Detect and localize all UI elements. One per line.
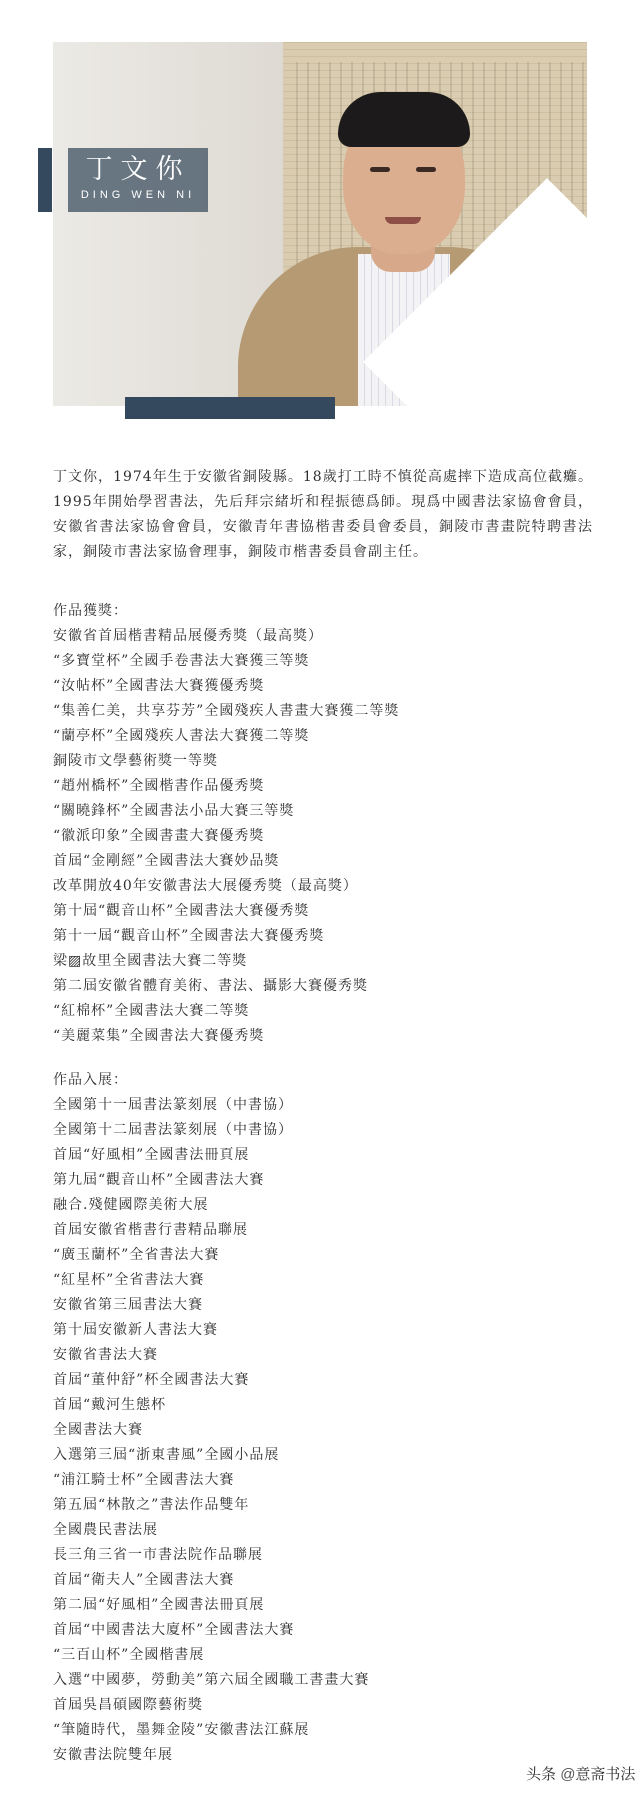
exhibitions-list — [53, 1093, 593, 1768]
award-item: “徽派印象”全國書畫大賽優秀獎 — [53, 828, 265, 844]
award-item: “美麗菜集”全國書法大賽優秀獎 — [53, 1028, 265, 1044]
name-chinese: 丁文你 — [85, 154, 191, 185]
exhibition-item: 首屆“中國書法大廈杯”全國書法大賽 — [53, 1622, 295, 1638]
photo-bottom-strip — [125, 397, 335, 419]
exhibition-item: 全國農民書法展 — [53, 1522, 158, 1538]
name-accent-bar — [38, 148, 52, 212]
exhibition-item: “三百山杯”全國楷書展 — [53, 1647, 205, 1663]
award-item: “集善仁美，共享芬芳”全國殘疾人書畫大賽獲二等獎 — [53, 703, 400, 719]
exhibition-item: “浦江騎士杯”全國書法大賽 — [53, 1472, 235, 1488]
awards-list — [53, 624, 593, 1049]
exhibition-item: 首屆安徽省楷書行書精品聯展 — [53, 1222, 248, 1238]
watermark-account: 意斋书法 — [575, 1766, 636, 1783]
exhibition-item: 第五屆“林散之”書法作品雙年 — [53, 1497, 250, 1513]
award-item: 梁▨故里全國書法大賽二等獎 — [53, 953, 248, 969]
award-item: “趙州橋杯”全國楷書作品優秀獎 — [53, 778, 265, 794]
exhibition-item: 首屆吳昌碩國際藝術獎 — [53, 1697, 203, 1713]
award-item: 首屆“金剛經”全國書法大賽妙品獎 — [53, 853, 280, 869]
exhibition-item: 首屆“戴河生態杯 — [53, 1397, 167, 1413]
award-item: “紅棉杯”全國書法大賽二等獎 — [53, 1003, 250, 1019]
exhibitions-heading: 作品入展： — [53, 1072, 128, 1088]
biography-paragraph: 丁文你，1974年生于安徽省銅陵縣。18歲打工時不慎從高處摔下造成高位截癱。1995年開始學習書法，先后拜宗緒圻和程振德爲師。現爲中國書法家協會會員，安徽省書法家協會會員，安徽青年書協楷書委員會委員，銅陵市書畫院特聘書法家，銅陵市書法家協會理事，銅陵市楷書委員會副主任。 — [53, 469, 593, 560]
awards-heading: 作品獲獎： — [53, 603, 128, 619]
watermark-prefix: 头条 — [526, 1766, 557, 1783]
exhibition-item: 安徽省第三屆書法大賽 — [53, 1297, 203, 1313]
award-item: 第二屆安徽省體育美術、書法、攝影大賽優秀獎 — [53, 978, 368, 994]
source-watermark — [526, 1763, 635, 1784]
exhibition-item: 首屆“衛夫人”全國書法大賽 — [53, 1572, 235, 1588]
exhibition-item: “筆隨時代，墨舞金陵”安徽書法江蘇展 — [53, 1722, 310, 1738]
name-pinyin: DING WEN NI — [80, 189, 196, 201]
exhibition-item: 全國書法大賽 — [53, 1422, 143, 1438]
mouth — [385, 217, 421, 224]
exhibition-item: 入選第三屆“浙東書風”全國小品展 — [53, 1447, 280, 1463]
exhibition-item: 第九屆“觀音山杯”全國書法大賽 — [53, 1172, 265, 1188]
exhibitions-section — [53, 1068, 593, 1768]
exhibition-item: 入選“中國夢，勞動美”第六屆全國職工書畫大賽 — [53, 1672, 370, 1688]
exhibition-item: 第十屆安徽新人書法大賽 — [53, 1322, 218, 1338]
award-item: 銅陵市文學藝術獎一等獎 — [53, 753, 218, 769]
watermark-at: @ — [560, 1766, 576, 1783]
exhibition-item: “廣玉蘭杯”全省書法大賽 — [53, 1247, 220, 1263]
award-item: “關曉鋒杯”全國書法小品大賽三等獎 — [53, 803, 295, 819]
right-eye — [416, 167, 436, 172]
portrait-photo — [53, 42, 587, 406]
exhibition-item: 安徽省書法大賽 — [53, 1347, 158, 1363]
exhibition-item: 全國第十二屆書法篆刻展（中書協） — [53, 1122, 293, 1138]
name-plate — [68, 148, 208, 212]
hair — [338, 92, 470, 147]
awards-section — [53, 599, 593, 1049]
award-item: 第十屆“觀音山杯”全國書法大賽優秀獎 — [53, 903, 310, 919]
exhibition-item: 第二屆“好風相”全國書法冊頁展 — [53, 1597, 265, 1613]
exhibition-item: 安徽書法院雙年展 — [53, 1747, 173, 1763]
exhibition-item: 首屆“好風相”全國書法冊頁展 — [53, 1147, 250, 1163]
award-item: “多寶堂杯”全國手卷書法大賽獲三等獎 — [53, 653, 310, 669]
award-item: 第十一屆“觀音山杯”全國書法大賽優秀獎 — [53, 928, 325, 944]
exhibition-item: 融合.殘健國際美術大展 — [53, 1197, 209, 1213]
exhibition-item: “紅星杯”全省書法大賽 — [53, 1272, 205, 1288]
left-eye — [370, 167, 390, 172]
award-item: “蘭亭杯”全國殘疾人書法大賽獲二等獎 — [53, 728, 310, 744]
exhibition-item: 長三角三省一市書法院作品聯展 — [53, 1547, 263, 1563]
award-item: “汝帖杯”全國書法大賽獲優秀獎 — [53, 678, 265, 694]
award-item: 改革開放40年安徽書法大展優秀獎（最高獎） — [53, 878, 358, 894]
exhibition-item: 首屆“董仲舒”杯全國書法大賽 — [53, 1372, 250, 1388]
award-item: 安徽省首屆楷書精品展優秀獎（最高獎） — [53, 628, 323, 644]
exhibition-item: 全國第十一屆書法篆刻展（中書協） — [53, 1097, 293, 1113]
